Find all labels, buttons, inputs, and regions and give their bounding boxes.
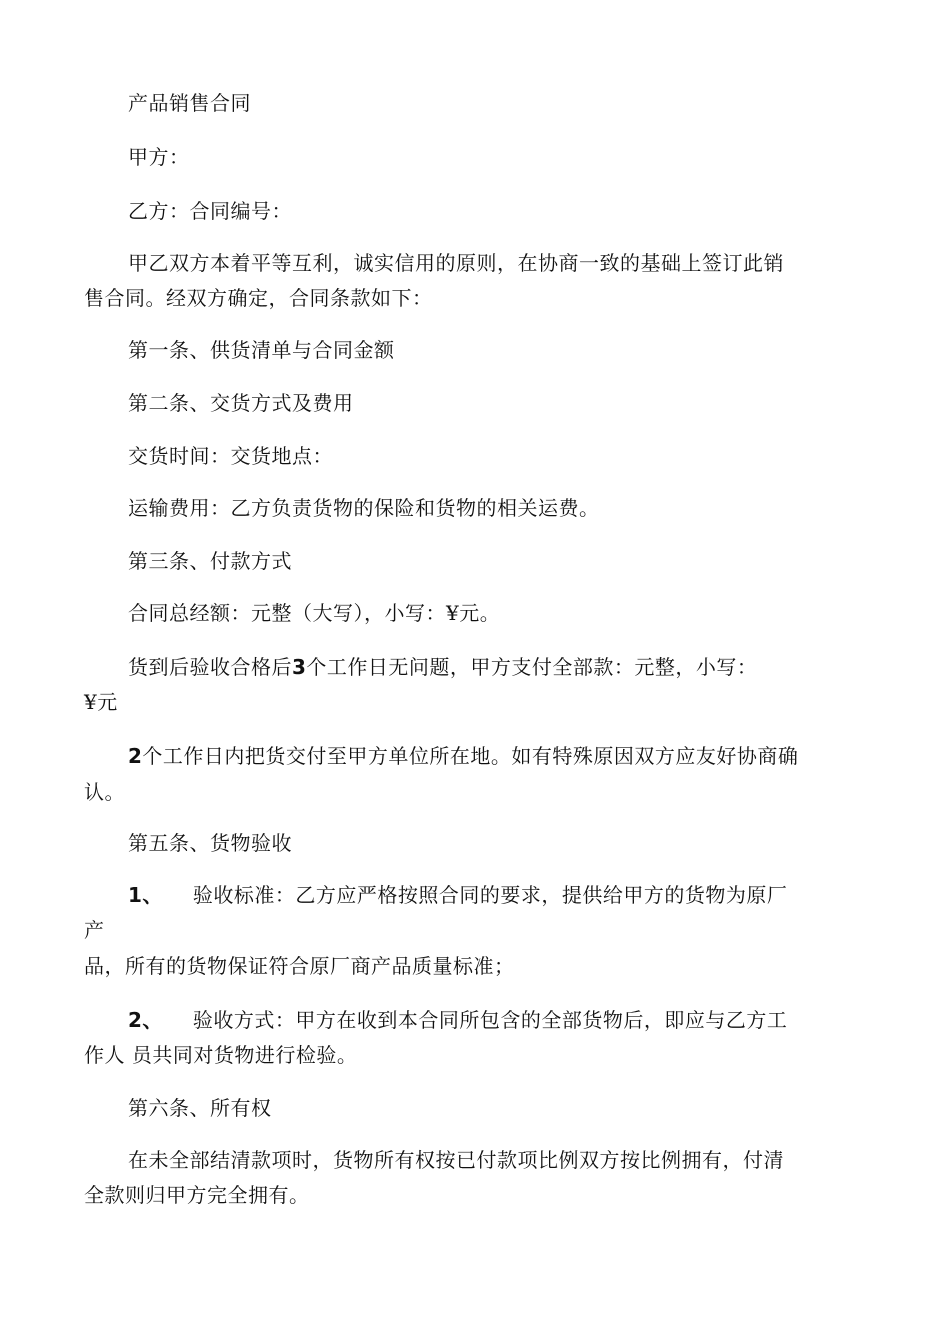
item-1-text: 验收标准：乙方应严格按照合同的要求，提供给甲方的货物为原厂 — [192, 883, 788, 907]
document-title: 产品销售合同 — [128, 91, 251, 115]
article-3-heading: 第三条、付款方式 — [128, 549, 292, 573]
party-b-contract-number: 乙方：合同编号： — [128, 199, 292, 223]
acceptance-item-1-line-2: 产 — [84, 918, 105, 942]
item-2-number: 2、 — [128, 1008, 163, 1032]
payment-terms-line-2: ¥元 — [84, 690, 118, 714]
acceptance-item-1 — [128, 883, 787, 907]
item-2-text: 验收方式：甲方在收到本合同所包含的全部货物后，即应与乙方工 — [192, 1008, 788, 1032]
delivery-time-place: 交货时间：交货地点： — [128, 444, 333, 468]
delivery-terms-line-2: 认。 — [84, 780, 125, 804]
payment-prefix: 货到后验收合格后 — [128, 655, 292, 679]
delivery-terms-line-1 — [128, 744, 798, 768]
acceptance-item-2-line-2: 作人 员共同对货物进行检验。 — [84, 1043, 358, 1067]
payment-suffix: 个工作日无问题，甲方支付全部款：元整，小写： — [306, 655, 758, 679]
article-1-heading: 第一条、供货清单与合同金额 — [128, 338, 395, 362]
acceptance-item-2 — [128, 1008, 787, 1032]
transport-fee: 运输费用：乙方负责货物的保险和货物的相关运费。 — [128, 496, 600, 520]
delivery-line-1-rest: 个工作日内把货交付至甲方单位所在地。如有特殊原因双方应友好协商确 — [142, 744, 799, 768]
item-1-number: 1、 — [128, 883, 163, 907]
payment-days: 3 — [292, 655, 307, 679]
total-amount: 合同总经额：元整（大写），小写：¥元。 — [128, 601, 501, 625]
article-5-heading: 第五条、货物验收 — [128, 831, 292, 855]
article-6-heading: 第六条、所有权 — [128, 1096, 272, 1120]
ownership-line-1: 在未全部结清款项时，货物所有权按已付款项比例双方按比例拥有，付清 — [128, 1148, 784, 1172]
delivery-days: 2 — [128, 744, 143, 768]
acceptance-item-1-line-3: 品，所有的货物保证符合原厂商产品质量标准； — [84, 954, 515, 978]
article-2-heading: 第二条、交货方式及费用 — [128, 391, 354, 415]
party-a-label: 甲方： — [128, 145, 190, 169]
ownership-line-2: 全款则归甲方完全拥有。 — [84, 1183, 310, 1207]
payment-terms-line-1 — [128, 655, 757, 679]
preamble-line-2: 售合同。经双方确定，合同条款如下： — [84, 286, 433, 310]
preamble-line-1: 甲乙双方本着平等互利，诚实信用的原则，在协商一致的基础上签订此销 — [128, 251, 784, 275]
